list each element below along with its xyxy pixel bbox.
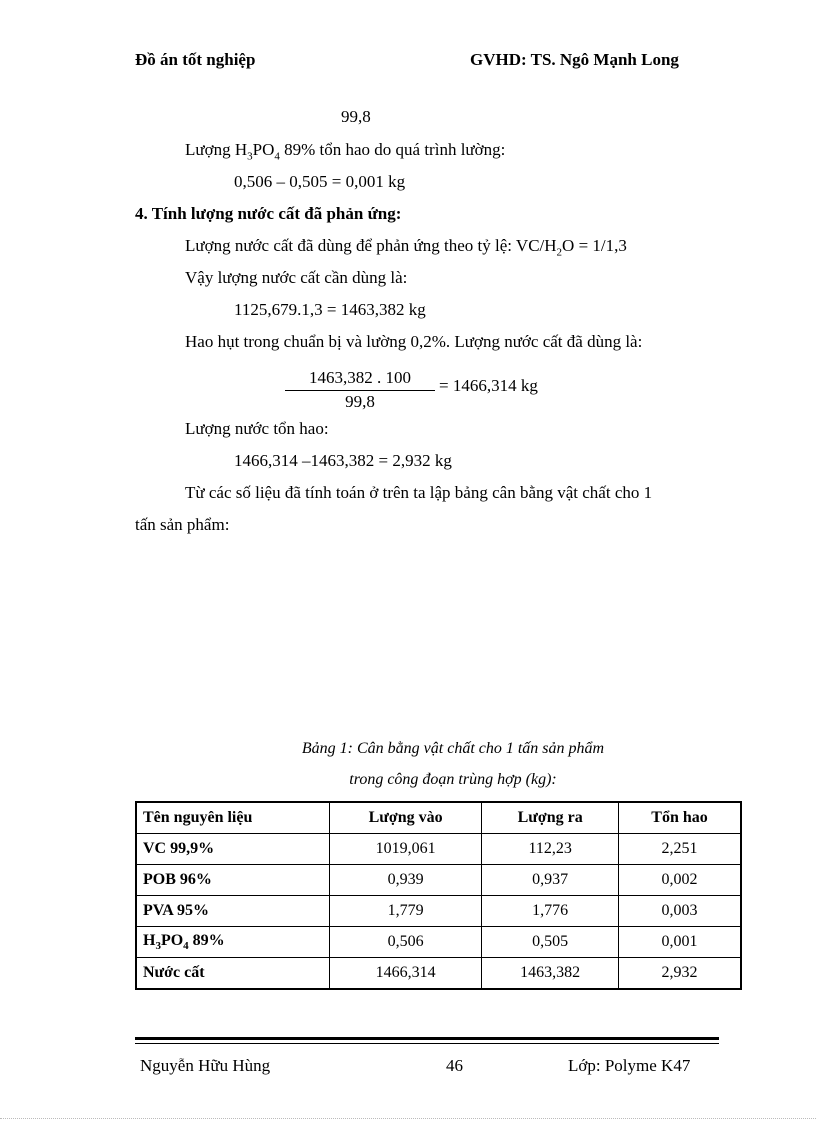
- fraction-denominator: 99,8: [345, 392, 375, 411]
- footer-rule-thin: [135, 1043, 719, 1044]
- header-cell: Tên nguyên liệu: [136, 802, 330, 834]
- amount-loss: 0,003: [619, 896, 741, 927]
- header-title: Đồ án tốt nghiệp: [135, 50, 256, 69]
- footer-class: Lớp: Polyme K47: [568, 1056, 691, 1075]
- text-line: 99,8: [341, 107, 371, 126]
- material-balance-table: [135, 801, 742, 990]
- amount-loss: 0,001: [619, 927, 741, 958]
- amount-out: 1463,382: [482, 958, 619, 990]
- table-caption-line2: trong công đoạn trùng hợp (kg):: [349, 771, 557, 788]
- fraction: [285, 368, 435, 412]
- equation-line: 0,506 – 0,505 = 0,001 kg: [234, 172, 406, 191]
- amount-out: 0,937: [482, 865, 619, 896]
- text-line: Hao hụt trong chuẩn bị và lường 0,2%. Lượng nước cất đã dùng là:: [185, 332, 643, 351]
- fraction-result: = 1466,314 kg: [439, 376, 538, 395]
- fraction-numerator: 1463,382 . 100: [285, 368, 435, 391]
- footer-rule-thick: [135, 1037, 719, 1040]
- amount-out: 1,776: [482, 896, 619, 927]
- text-line: Lượng nước cất đã dùng để phản ứng theo tỷ lệ: $VC/H_2O = 1/1,3$: [185, 236, 627, 259]
- text-line: Lượng nước tổn hao:: [185, 419, 329, 438]
- footer-page-number: 46: [446, 1056, 463, 1075]
- text-line: Lượng $H_3PO_4$ 89% tổn hao do quá trình lường:: [185, 140, 506, 163]
- table-row: [136, 834, 741, 865]
- header-cell: Lượng ra: [482, 802, 619, 834]
- table-row: [136, 896, 741, 927]
- amount-in: 0,939: [330, 865, 482, 896]
- amount-loss: 0,002: [619, 865, 741, 896]
- table-row: [136, 958, 741, 990]
- header-cell: Lượng vào: [330, 802, 482, 834]
- amount-loss: 2,932: [619, 958, 741, 990]
- amount-in: 1,779: [330, 896, 482, 927]
- table-row: [136, 927, 741, 958]
- header-advisor: GVHD: TS. Ngô Mạnh Long: [470, 50, 679, 69]
- material-name: POB 96%: [136, 865, 330, 896]
- table-header-row: [136, 802, 741, 834]
- equation-line: 1466,314 –1463,382 = 2,932 kg: [234, 451, 452, 470]
- material-name: Nước cất: [136, 958, 330, 990]
- text-line: tấn sản phẩm:: [135, 515, 230, 534]
- material-name: PVA 95%: [136, 896, 330, 927]
- amount-in: 1466,314: [330, 958, 482, 990]
- text-line: Vậy lượng nước cất cần dùng là:: [185, 268, 408, 287]
- amount-out: 0,505: [482, 927, 619, 958]
- page-edge-divider: [0, 1118, 816, 1119]
- amount-in: 0,506: [330, 927, 482, 958]
- section-heading: 4. Tính lượng nước cất đã phản ứng:: [135, 204, 402, 223]
- material-name: VC 99,9%: [136, 834, 330, 865]
- text-line: Từ các số liệu đã tính toán ở trên ta lập bảng cân bằng vật chất cho 1: [185, 483, 653, 502]
- footer-author: Nguyễn Hữu Hùng: [140, 1056, 271, 1075]
- material-name: $H_3PO_4$ 89%: [136, 927, 330, 958]
- equation-line: 1125,679.1,3 = 1463,382 kg: [234, 300, 426, 319]
- table-caption-line1: Bảng 1: Cân bằng vật chất cho 1 tấn sản phẩm: [301, 740, 605, 757]
- amount-loss: 2,251: [619, 834, 741, 865]
- amount-out: 112,23: [482, 834, 619, 865]
- table-row: [136, 865, 741, 896]
- header-cell: Tổn hao: [619, 802, 741, 834]
- amount-in: 1019,061: [330, 834, 482, 865]
